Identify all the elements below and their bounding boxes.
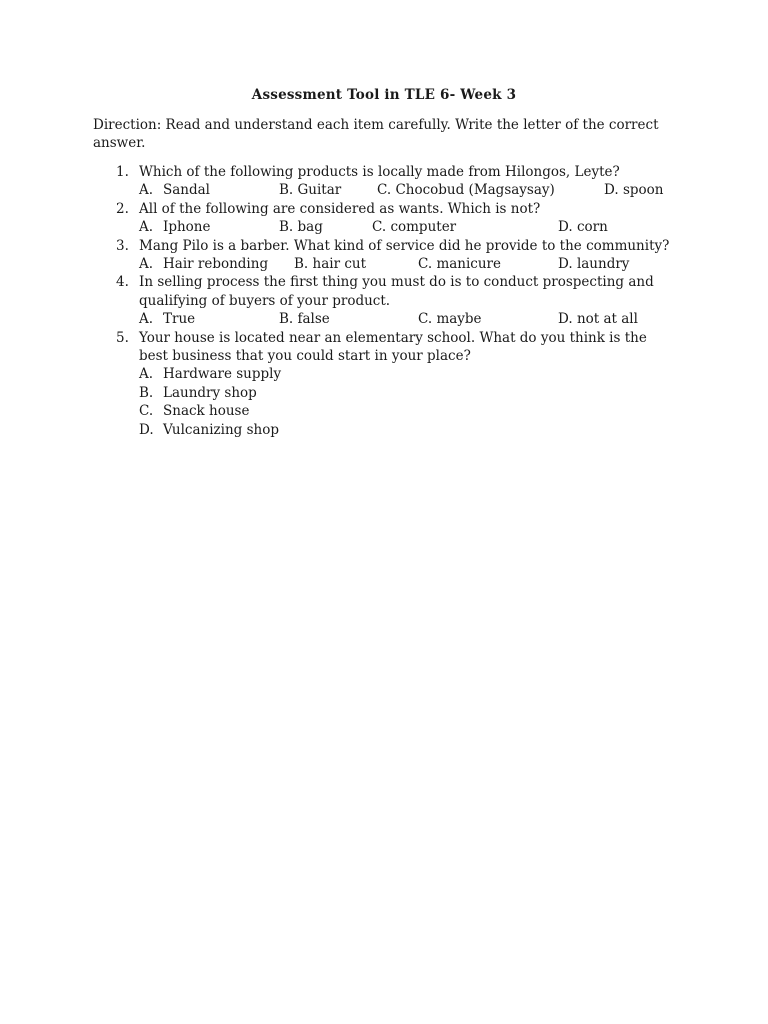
option-c: C. Snack house xyxy=(139,403,250,420)
question-3 xyxy=(93,237,693,274)
options-row xyxy=(139,181,693,199)
question-number: 4. xyxy=(116,274,129,291)
option-b: B. Laundry shop xyxy=(139,384,257,401)
option-c: C. computer xyxy=(372,219,457,236)
option-d: D. corn xyxy=(558,219,608,236)
option-b: B. hair cut xyxy=(294,256,367,272)
option-c: C. manicure xyxy=(418,256,501,272)
options-row xyxy=(139,310,693,328)
option-d: D. Vulcanizing shop xyxy=(139,421,279,438)
question-text: Your house is located near an elementary school. What do you think is the best business that you could start in your place? xyxy=(139,329,647,364)
option-d: D. not at all xyxy=(558,311,638,328)
question-2 xyxy=(93,200,693,237)
option-d: D. laundry xyxy=(558,256,630,272)
option-b: B. false xyxy=(279,311,330,328)
option-d: D. spoon xyxy=(604,182,664,199)
options-row xyxy=(139,255,693,273)
option-c: C. Chocobud (Magsaysay) xyxy=(377,182,555,199)
option-a: A. Sandal xyxy=(139,182,210,199)
question-text: Mang Pilo is a barber. What kind of service did he provide to the community? xyxy=(139,237,670,254)
option-a: A. Hair rebonding xyxy=(139,256,269,272)
question-number: 2. xyxy=(116,200,129,217)
question-text: In selling process the first thing you must do is to conduct prospecting and qualifying of buyers of your product. xyxy=(139,274,654,309)
direction-text: Direction: Read and understand each item carefully. Write the letter of the correct answer. xyxy=(93,117,659,151)
question-1 xyxy=(93,163,693,200)
question-text: Which of the following products is locally made from Hilongos, Leyte? xyxy=(139,164,620,180)
option-a: A. Iphone xyxy=(139,219,211,236)
option-a: A. Hardware supply xyxy=(139,366,282,383)
document-title: Assessment Tool in TLE 6- Week 3 xyxy=(251,87,517,103)
question-list xyxy=(93,163,693,439)
option-b: B. bag xyxy=(279,219,323,236)
question-5 xyxy=(93,329,693,439)
question-number: 3. xyxy=(116,237,129,254)
option-a: A. True xyxy=(139,311,196,328)
question-4 xyxy=(93,273,693,328)
option-b: B. Guitar xyxy=(279,182,342,199)
question-number: 1. xyxy=(116,164,129,180)
question-text: All of the following are considered as wants. Which is not? xyxy=(139,200,541,217)
options-list xyxy=(139,365,693,439)
options-row xyxy=(139,218,693,236)
option-c: C. maybe xyxy=(418,311,482,328)
question-number: 5. xyxy=(116,329,129,346)
